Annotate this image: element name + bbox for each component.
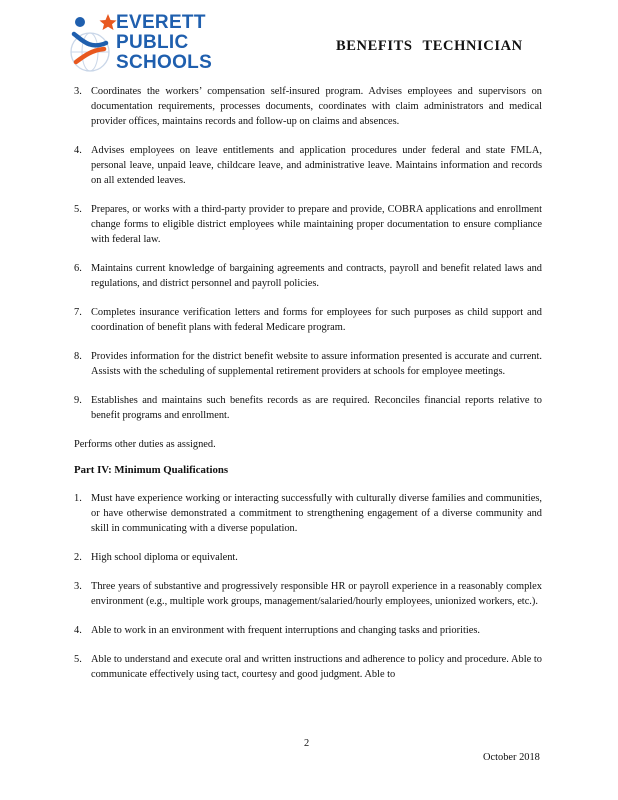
list-item: 1. Must have experience working or interacting successfully with culturally diverse families and communities, or have otherwise demonstrated a commitment to strengthening engagement of a diverse community and skill in communicating with a diverse population. [74,493,542,534]
list-item: 4. Able to work in an environment with frequent interruptions and changing tasks and priorities. [74,625,480,636]
everett-public-schools-logo [68,10,243,80]
qualifications-list [74,491,542,682]
list-item: 8. Provides information for the district benefit website to assure information presented is accurate and current. Assists with the scheduling of supplemental retirement providers at schools for employee meetings. [74,351,542,377]
page-number: 2 [304,738,310,749]
document-body [74,84,542,696]
list-item: 3. Coordinates the workers’ compensation self-insured program. Advises employees and supervisors on documentation requirements, processes documents, coordinates with claim administrators and medical provider offices, maintains records and follow-up on claims and absences. [74,86,542,127]
list-item: 3. Three years of substantive and progressively responsible HR or payroll experience in a reasonably complex environment (e.g., multiple work groups, management/salaried/hourly employees, unionized workers, etc.). [74,581,542,607]
duties-list [74,84,542,423]
logo-emblem-icon [68,10,118,76]
list-item: 6. Maintains current knowledge of bargaining agreements and contracts, payroll and benefit related laws and regulations, and district personnel and payroll policies. [74,263,542,289]
document-title: BENEFITS TECHNICIAN [336,38,523,54]
list-item: 5. Prepares, or works with a third-party provider to prepare and provide, COBRA applications and enrollment change forms to eligible district employees while maintaining proper documentation to ensure compliance with federal law. [74,204,542,245]
list-item: 2. High school diploma or equivalent. [74,552,238,563]
document-date: October 2018 [483,752,540,763]
section-heading: Part IV: Minimum Qualifications [74,464,229,476]
list-item: 5. Able to understand and execute oral and written instructions and adherence to policy and procedure. Able to communicate effectively using tact, courtesy and good judgment. Able to [74,654,542,680]
list-item: 7. Completes insurance verification letters and forms for employees for such purposes as child support and coordination of benefit plans with federal Medicare program. [74,307,542,333]
list-item: 4. Advises employees on leave entitlements and application procedures under federal and state FMLA, personal leave, unpaid leave, childcare leave, and administrative leave. Maintains information and records on all extended leaves. [74,145,542,186]
other-duties-text: Performs other duties as assigned. [74,439,216,450]
logo-text: EVERETT PUBLIC SCHOOLS [116,12,213,73]
list-item: 9. Establishes and maintains such benefits records as are required. Reconciles financial reports relative to benefit programs and enrollment. [74,395,542,421]
